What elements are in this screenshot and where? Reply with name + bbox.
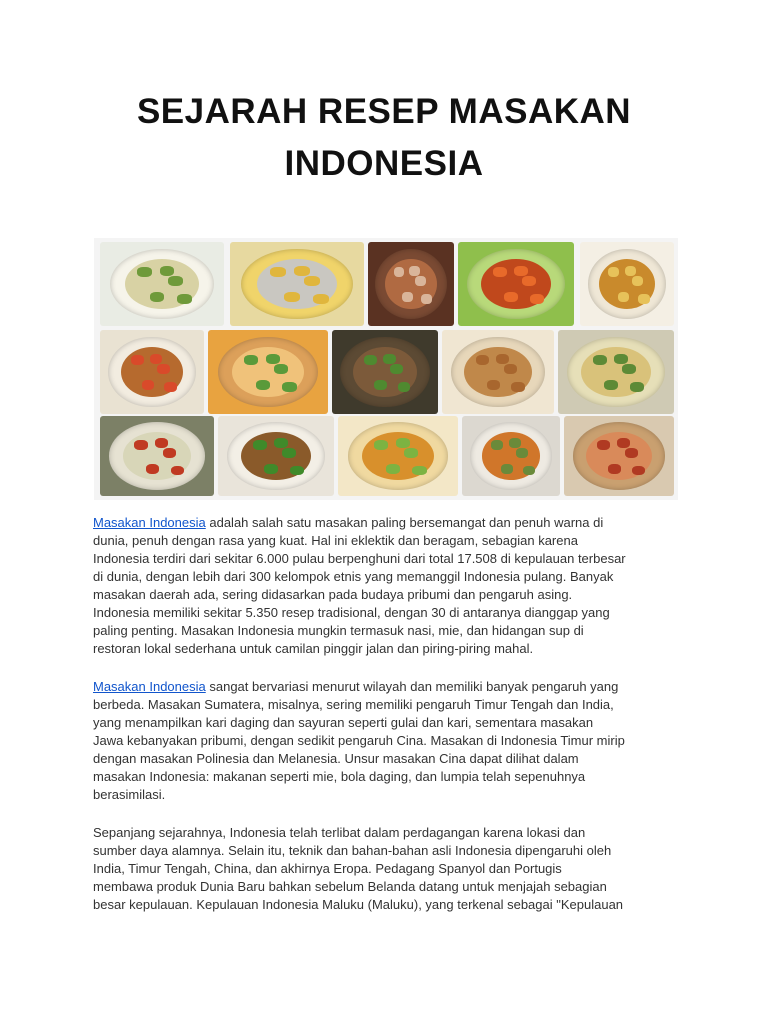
- dish-photo-6: [100, 330, 204, 414]
- garnish-shape: [374, 440, 388, 450]
- garnish-shape: [409, 266, 419, 276]
- garnish-shape: [504, 364, 517, 374]
- garnish-shape: [168, 276, 183, 286]
- garnish-shape: [274, 364, 288, 374]
- dish-photo-10: [558, 330, 674, 414]
- garnish-shape: [493, 267, 507, 277]
- paragraph-1-line-1: adalah salah satu masakan paling bersemangat dan penuh warna di: [205, 515, 604, 530]
- paragraph-2: [93, 678, 693, 804]
- dish-photo-5: [580, 242, 674, 326]
- garnish-shape: [622, 364, 636, 374]
- garnish-shape: [632, 466, 645, 476]
- dish-photo-14: [462, 416, 560, 496]
- masakan-indonesia-link-1[interactable]: Masakan Indonesia: [93, 515, 206, 530]
- garnish-shape: [608, 267, 619, 277]
- garnish-shape: [496, 354, 509, 364]
- garnish-shape: [487, 380, 500, 390]
- dish-photo-3: [368, 242, 454, 326]
- paragraph-1-line-3: Indonesia terdiri dari sekitar 6.000 pulau berpenghuni dari total 17.508 di kepulauan terbesar: [93, 551, 626, 566]
- garnish-shape: [160, 266, 175, 276]
- dish-photo-8: [332, 330, 438, 414]
- garnish-shape: [364, 355, 377, 365]
- garnish-shape: [155, 438, 169, 448]
- paragraph-3-line-2: sumber daya alamnya. Selain itu, teknik dan bahan-bahan asli Indonesia dipengaruhi oleh: [93, 843, 612, 858]
- garnish-shape: [421, 294, 431, 304]
- food-photo-collage: [94, 238, 678, 500]
- garnish-shape: [137, 267, 152, 277]
- garnish-shape: [522, 276, 536, 286]
- garnish-shape: [294, 266, 310, 276]
- paragraph-1-line-7: paling penting. Masakan Indonesia mungkin termasuk nasi, mie, dan hidangan sup di: [93, 623, 584, 638]
- garnish-shape: [164, 382, 176, 392]
- paragraph-1-line-8: restoran lokal sederhana untuk camilan pinggir jalan dan piring-piring mahal.: [93, 641, 534, 656]
- garnish-shape: [398, 382, 411, 392]
- dish-photo-13: [338, 416, 458, 496]
- garnish-shape: [625, 266, 636, 276]
- garnish-shape: [142, 380, 154, 390]
- garnish-shape: [593, 355, 607, 365]
- garnish-shape: [177, 294, 192, 304]
- paragraph-1-line-5: masakan daerah ada, sering didasarkan pada budaya pribumi dan pengaruh asing.: [93, 587, 573, 602]
- paragraph-1-line-4: di dunia, dengan lebih dari 300 kelompok etnis yang memanggil Indonesia pulang. Banyak: [93, 569, 614, 584]
- garnish-shape: [264, 464, 278, 474]
- garnish-shape: [625, 448, 638, 458]
- garnish-shape: [290, 466, 304, 476]
- garnish-shape: [253, 440, 267, 450]
- garnish-shape: [394, 267, 404, 277]
- garnish-shape: [146, 464, 160, 474]
- garnish-shape: [491, 440, 503, 450]
- paragraph-1: [93, 514, 693, 658]
- title-line-1: SEJARAH RESEP MASAKAN: [136, 92, 632, 131]
- garnish-shape: [383, 354, 396, 364]
- garnish-shape: [614, 354, 628, 364]
- document-title: [60, 86, 708, 190]
- paragraph-1-line-2: dunia, penuh dengan rasa yang kuat. Hal ini eklektik dan beragam, sebagian karena: [93, 533, 578, 548]
- garnish-shape: [270, 267, 286, 277]
- garnish-shape: [632, 276, 643, 286]
- garnish-shape: [134, 440, 148, 450]
- garnish-shape: [617, 438, 630, 448]
- garnish-shape: [150, 354, 162, 364]
- garnish-shape: [618, 292, 629, 302]
- garnish-shape: [282, 448, 296, 458]
- paragraph-2-line-6: masakan Indonesia: makanan seperti mie, bola daging, dan lumpia telah sepenuhnya: [93, 769, 586, 784]
- paragraph-3-line-3: India, Timur Tengah, China, dan akhirnya Eropa. Pedagang Spanyol dan Portugis: [93, 861, 562, 876]
- garnish-shape: [171, 466, 185, 476]
- garnish-shape: [511, 382, 524, 392]
- dish-photo-9: [442, 330, 554, 414]
- garnish-shape: [509, 438, 521, 448]
- garnish-shape: [284, 292, 300, 302]
- paragraph-3-line-1: Sepanjang sejarahnya, Indonesia telah terlibat dalam perdagangan karena lokasi dan: [93, 825, 586, 840]
- dish-photo-1: [100, 242, 224, 326]
- garnish-shape: [396, 438, 410, 448]
- dish-photo-4: [458, 242, 574, 326]
- garnish-shape: [597, 440, 610, 450]
- dish-photo-7: [208, 330, 328, 414]
- paragraph-2-line-4: Jawa kebanyakan pribumi, dengan sedikit pengaruh Cina. Masakan di Indonesia Timur mirip: [93, 733, 625, 748]
- paragraph-2-line-2: berbeda. Masakan Sumatera, misalnya, sering memiliki pengaruh Timur Tengah dan India,: [93, 697, 614, 712]
- garnish-shape: [630, 382, 644, 392]
- garnish-shape: [163, 448, 177, 458]
- paragraph-2-line-3: yang menampilkan kari daging dan sayuran seperti gulai dan kari, sementara masakan: [93, 715, 594, 730]
- paragraph-1-line-6: Indonesia memiliki sekitar 5.350 resep tradisional, dengan 30 di antaranya dianggap yang: [93, 605, 610, 620]
- paragraph-3: [93, 824, 693, 914]
- paragraph-3-line-4: membawa produk Dunia Baru bahkan sebelum Belanda datang untuk menjajah sebagian: [93, 879, 607, 894]
- garnish-shape: [516, 448, 528, 458]
- garnish-shape: [412, 466, 426, 476]
- garnish-shape: [374, 380, 387, 390]
- garnish-shape: [638, 294, 649, 304]
- garnish-shape: [514, 266, 528, 276]
- garnish-shape: [608, 464, 621, 474]
- paragraph-2-line-5: dengan masakan Polinesia dan Melanesia. Unsur masakan Cina dapat dilihat dalam: [93, 751, 579, 766]
- garnish-shape: [402, 292, 412, 302]
- garnish-shape: [523, 466, 535, 476]
- garnish-shape: [157, 364, 169, 374]
- garnish-shape: [313, 294, 329, 304]
- paragraph-3-line-5: besar kepulauan. Kepulauan Indonesia Maluku (Maluku), yang terkenal sebagai "Kepulauan: [93, 897, 624, 912]
- garnish-shape: [131, 355, 143, 365]
- garnish-shape: [530, 294, 544, 304]
- garnish-shape: [501, 464, 513, 474]
- dish-photo-11: [100, 416, 214, 496]
- garnish-shape: [266, 354, 280, 364]
- dish-photo-15: [564, 416, 674, 496]
- paragraph-2-line-7: berasimilasi.: [93, 787, 166, 802]
- garnish-shape: [304, 276, 320, 286]
- garnish-shape: [390, 364, 403, 374]
- garnish-shape: [476, 355, 489, 365]
- garnish-shape: [282, 382, 296, 392]
- garnish-shape: [274, 438, 288, 448]
- garnish-shape: [244, 355, 258, 365]
- garnish-shape: [404, 448, 418, 458]
- paragraph-2-line-1: sangat bervariasi menurut wilayah dan memiliki banyak pengaruh yang: [205, 679, 619, 694]
- dish-photo-2: [230, 242, 364, 326]
- masakan-indonesia-link-2[interactable]: Masakan Indonesia: [93, 679, 206, 694]
- dish-photo-12: [218, 416, 334, 496]
- garnish-shape: [415, 276, 425, 286]
- title-line-2: INDONESIA: [284, 144, 484, 183]
- garnish-shape: [386, 464, 400, 474]
